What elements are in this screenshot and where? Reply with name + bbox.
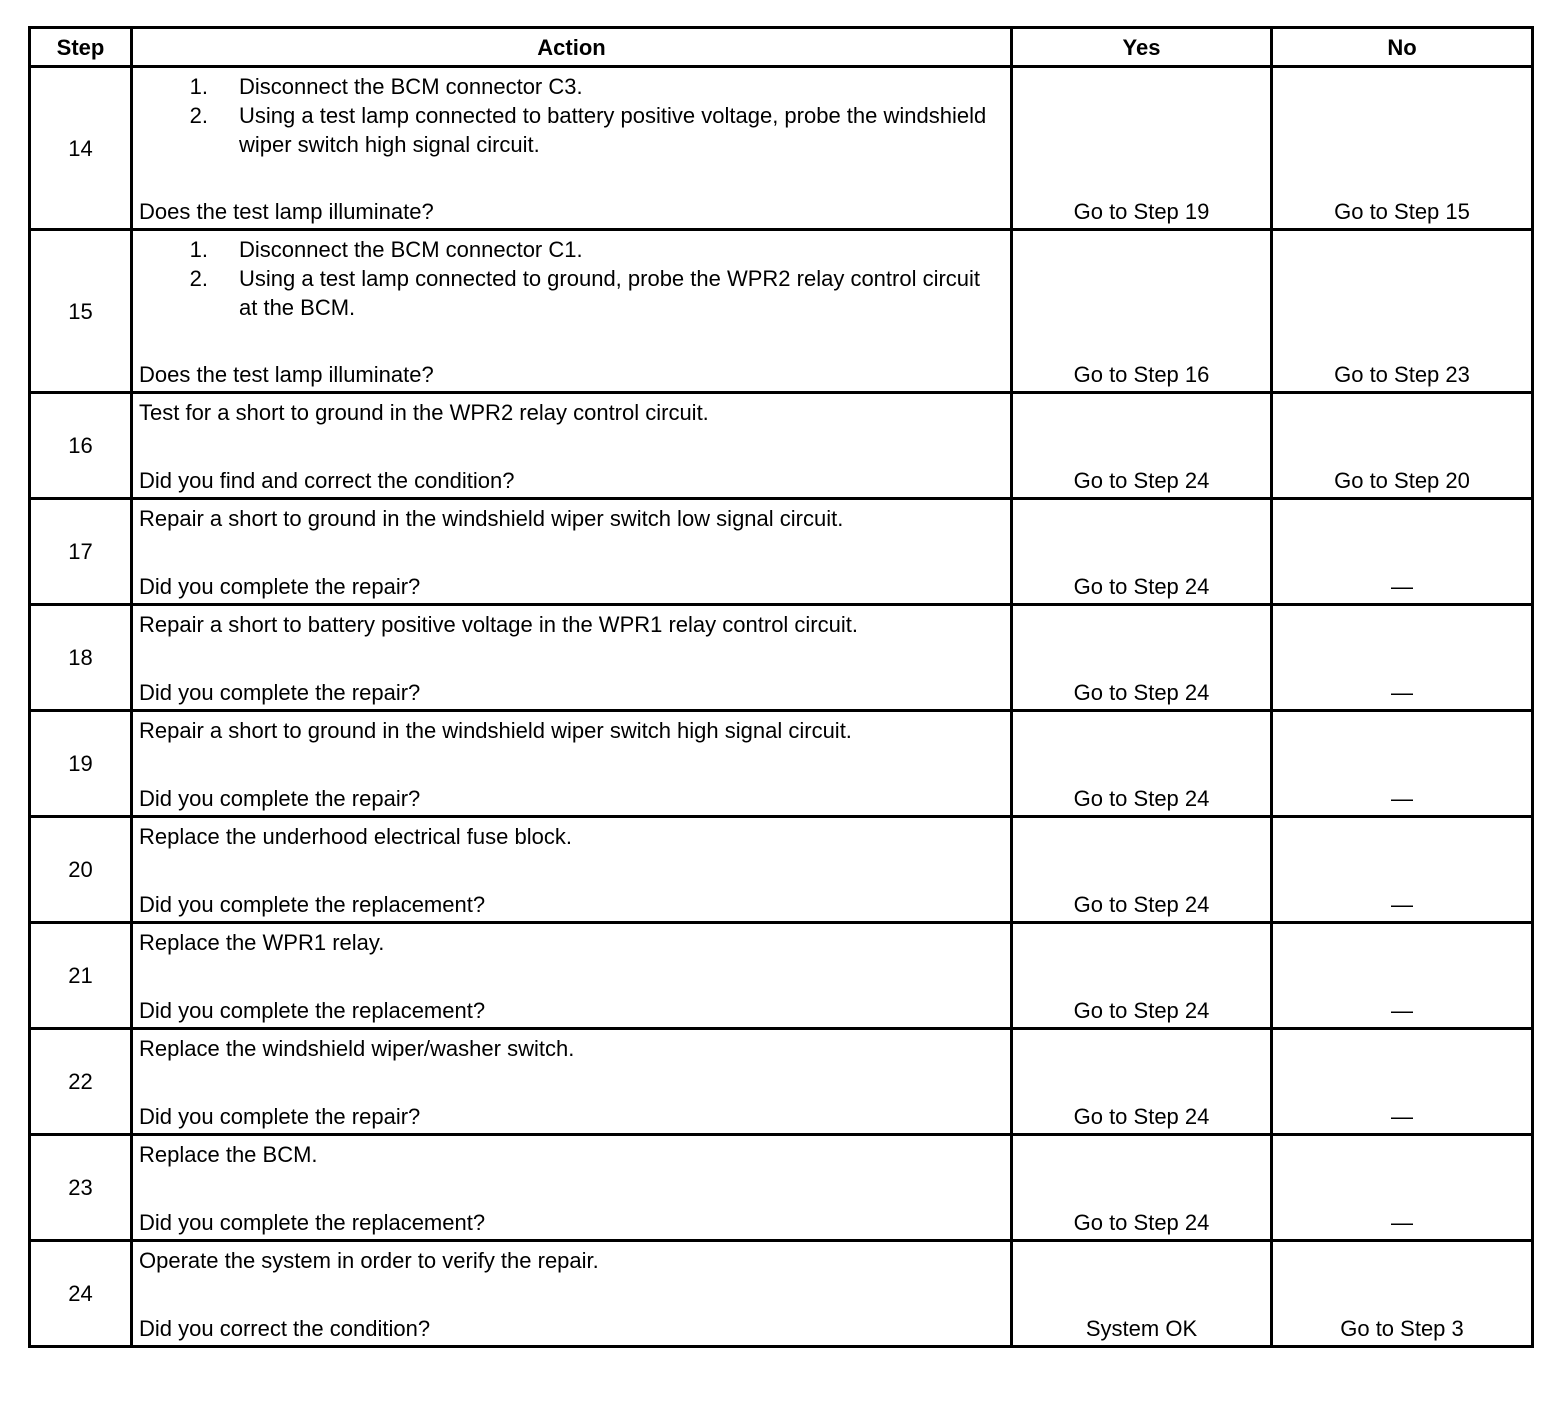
step-number: 18 (30, 605, 132, 711)
action-question: Does the test lamp illuminate? (139, 199, 434, 224)
action-steps-list (139, 72, 1004, 159)
action-text: Replace the windshield wiper/washer switch. (139, 1036, 575, 1061)
action-text: Repair a short to ground in the windshield wiper switch high signal circuit. (139, 718, 852, 743)
yes-result: System OK (1012, 1241, 1272, 1347)
list-text: Using a test lamp connected to ground, probe the WPR2 relay control circuit at the BCM. (239, 266, 981, 320)
header-action: Action (132, 28, 1012, 67)
header-step: Step (30, 28, 132, 67)
yes-result: Go to Step 24 (1012, 711, 1272, 817)
no-result: Go to Step 3 (1272, 1241, 1533, 1347)
yes-result: Go to Step 24 (1012, 1135, 1272, 1241)
no-result: — (1272, 1029, 1533, 1135)
action-question: Did you complete the repair? (139, 786, 421, 811)
action-text: Replace the WPR1 relay. (139, 930, 385, 955)
no-result: — (1272, 711, 1533, 817)
action-text: Replace the underhood electrical fuse block. (139, 824, 572, 849)
no-result: — (1272, 817, 1533, 923)
no-result: — (1272, 605, 1533, 711)
list-number: 1. (189, 74, 208, 99)
list-text: Disconnect the BCM connector C3. (239, 74, 583, 99)
list-number: 1. (189, 237, 208, 262)
action-text: Test for a short to ground in the WPR2 relay control circuit. (139, 400, 709, 425)
step-number: 22 (30, 1029, 132, 1135)
action-cell (132, 1241, 1012, 1347)
list-item (139, 264, 1004, 322)
action-cell (132, 230, 1012, 393)
action-cell (132, 67, 1012, 230)
action-cell (132, 711, 1012, 817)
yes-result: Go to Step 24 (1012, 499, 1272, 605)
step-number: 21 (30, 923, 132, 1029)
table-row (30, 393, 1533, 499)
step-number: 16 (30, 393, 132, 499)
table-row (30, 923, 1533, 1029)
action-text: Repair a short to battery positive voltage in the WPR1 relay control circuit. (139, 612, 858, 637)
action-question: Did you find and correct the condition? (139, 468, 515, 493)
list-item (139, 72, 1004, 101)
action-question: Did you correct the condition? (139, 1316, 431, 1341)
table-row (30, 499, 1533, 605)
yes-result: Go to Step 24 (1012, 817, 1272, 923)
action-cell (132, 1135, 1012, 1241)
step-number: 15 (30, 230, 132, 393)
action-cell (132, 817, 1012, 923)
action-cell (132, 923, 1012, 1029)
action-cell (132, 393, 1012, 499)
table-row (30, 67, 1533, 230)
step-number: 17 (30, 499, 132, 605)
list-item (139, 101, 1004, 159)
action-question: Did you complete the replacement? (139, 998, 486, 1023)
no-result: Go to Step 20 (1272, 393, 1533, 499)
table-row (30, 605, 1533, 711)
list-item (139, 235, 1004, 264)
list-number: 2. (189, 103, 208, 128)
no-result: — (1272, 1135, 1533, 1241)
diagnostic-table (28, 26, 1534, 1348)
table-row (30, 1135, 1533, 1241)
action-cell (132, 1029, 1012, 1135)
yes-result: Go to Step 16 (1012, 230, 1272, 393)
yes-result: Go to Step 24 (1012, 393, 1272, 499)
action-question: Did you complete the repair? (139, 1104, 421, 1129)
yes-result: Go to Step 24 (1012, 605, 1272, 711)
no-result: — (1272, 499, 1533, 605)
no-result: Go to Step 15 (1272, 67, 1533, 230)
step-number: 23 (30, 1135, 132, 1241)
header-row (30, 28, 1533, 67)
action-steps-list (139, 235, 1004, 322)
table-row (30, 817, 1533, 923)
no-result: Go to Step 23 (1272, 230, 1533, 393)
step-number: 20 (30, 817, 132, 923)
yes-result: Go to Step 24 (1012, 1029, 1272, 1135)
action-text: Repair a short to ground in the windshield wiper switch low signal circuit. (139, 506, 844, 531)
list-text: Disconnect the BCM connector C1. (239, 237, 583, 262)
yes-result: Go to Step 24 (1012, 923, 1272, 1029)
step-number: 14 (30, 67, 132, 230)
action-text: Replace the BCM. (139, 1142, 318, 1167)
action-cell (132, 605, 1012, 711)
table-row (30, 1241, 1533, 1347)
action-question: Did you complete the repair? (139, 574, 421, 599)
step-number: 24 (30, 1241, 132, 1347)
action-cell (132, 499, 1012, 605)
action-question: Did you complete the repair? (139, 680, 421, 705)
action-question: Did you complete the replacement? (139, 1210, 486, 1235)
action-text: Operate the system in order to verify the repair. (139, 1248, 599, 1273)
yes-result: Go to Step 19 (1012, 67, 1272, 230)
action-question: Does the test lamp illuminate? (139, 362, 434, 387)
table-row (30, 230, 1533, 393)
table-row (30, 1029, 1533, 1135)
no-result: — (1272, 923, 1533, 1029)
step-number: 19 (30, 711, 132, 817)
header-yes: Yes (1012, 28, 1272, 67)
action-question: Did you complete the replacement? (139, 892, 486, 917)
table-row (30, 711, 1533, 817)
header-no: No (1272, 28, 1533, 67)
list-text: Using a test lamp connected to battery positive voltage, probe the windshield wiper switch high signal circuit. (239, 103, 987, 157)
list-number: 2. (189, 266, 208, 291)
